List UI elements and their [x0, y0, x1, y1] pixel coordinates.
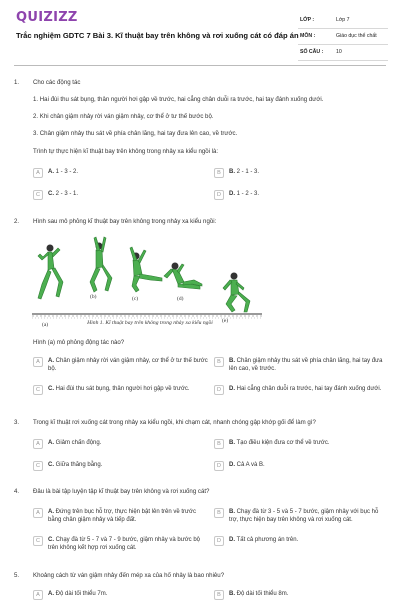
option-letter: A.	[48, 591, 54, 597]
question-1	[14, 79, 386, 209]
meta-key: MÔN :	[298, 28, 334, 44]
option-a[interactable]	[33, 590, 209, 600]
option-text: Hai cẳng chân duỗi ra trước, hai tay đánh xuống dưới.	[236, 386, 382, 392]
question-2-followup	[14, 339, 386, 409]
long-jump-figure	[32, 234, 272, 332]
option-text: 1 - 3 - 2.	[55, 169, 79, 175]
option-c[interactable]	[33, 461, 209, 475]
question-text: Cho các động tác	[33, 79, 81, 86]
figure-e-athlete	[223, 273, 250, 313]
option-text: Chân giậm nhảy thu sát về phía chân lăng, hai tay đưa lên cao, về trước.	[229, 358, 383, 372]
option-letter: A.	[48, 440, 54, 446]
figure-a-athlete	[38, 245, 63, 300]
question-text: Khoảng cách từ ván giậm nhảy đến mép xa của hố nhảy là bao nhiêu?	[33, 572, 225, 579]
option-letter: D.	[229, 462, 235, 468]
option-box[interactable]: D	[214, 385, 224, 395]
statement: 2. Khi chân giậm nhảy rời ván giậm nhảy, cơ thể ở tư thế bước bộ.	[33, 113, 214, 120]
option-d[interactable]	[214, 461, 390, 475]
option-d[interactable]	[214, 385, 390, 405]
option-a[interactable]	[33, 168, 209, 182]
option-letter: D.	[229, 537, 235, 543]
option-c[interactable]	[33, 190, 209, 204]
figure-label-a: (a)	[42, 322, 49, 328]
meta-value: 10	[334, 44, 388, 60]
option-letter: D.	[229, 386, 235, 392]
option-b[interactable]	[214, 357, 390, 377]
quizizz-logo: QUIZIZZ	[16, 10, 78, 25]
option-text: Tạo điều kiện đưa cơ thể về trước.	[236, 440, 330, 446]
meta-key: LỚP :	[298, 12, 334, 28]
figure-caption: Hình 1. Kĩ thuật bay trên không trong nhảy xa kiểu ngồi	[87, 320, 213, 326]
question-prompt: Trình tự thực hiện kĩ thuật bay trên không trong nhảy xa kiểu ngồi là:	[33, 148, 219, 155]
option-a[interactable]	[33, 357, 209, 377]
option-letter: A.	[48, 169, 54, 175]
option-letter: B.	[229, 509, 235, 515]
meta-value: Giáo dục thể chất	[334, 28, 388, 44]
figure-label-d: (d)	[177, 296, 184, 302]
question-text: Hình sau mô phỏng kĩ thuật bay trên không trong nhảy xa kiểu ngồi:	[33, 218, 217, 225]
question-number: 4.	[14, 488, 20, 495]
question-5	[14, 572, 386, 600]
option-letter: C.	[48, 537, 54, 543]
option-box[interactable]: B	[214, 590, 224, 600]
option-c[interactable]	[33, 385, 209, 405]
question-prompt: Hình (a) mô phỏng động tác nào?	[33, 339, 125, 346]
figure-b-athlete	[90, 237, 112, 292]
option-box[interactable]: D	[214, 536, 224, 546]
question-number: 3.	[14, 419, 20, 426]
option-letter: B.	[229, 440, 235, 446]
option-box[interactable]: B	[214, 508, 224, 518]
option-box[interactable]: C	[33, 190, 43, 200]
option-b[interactable]	[214, 508, 390, 528]
option-box[interactable]: A	[33, 168, 43, 178]
figure-label-c: (c)	[132, 296, 139, 302]
option-box[interactable]: C	[33, 385, 43, 395]
option-a[interactable]	[33, 439, 209, 453]
option-letter: C.	[48, 462, 54, 468]
meta-value: Lớp 7	[334, 12, 388, 28]
option-box[interactable]: C	[33, 536, 43, 546]
option-text: Chân giậm nhảy rời ván giậm nhảy, cơ thể ở tư thế bước bộ.	[48, 358, 208, 372]
option-b[interactable]	[214, 439, 390, 453]
option-text: Chạy đà từ 5 - 7 và 7 - 9 bước, giậm nhảy và bước bộ trên không kết hợp rơi xuống cát.	[48, 537, 200, 551]
question-text: Đâu là bài tập luyện tập kĩ thuật bay trên không và rơi xuống cát?	[33, 488, 210, 495]
option-box[interactable]: A	[33, 357, 43, 367]
option-text: Giữa thăng bằng.	[55, 462, 103, 468]
option-a[interactable]	[33, 508, 209, 528]
option-box[interactable]: D	[214, 461, 224, 471]
question-2	[14, 218, 386, 232]
option-b[interactable]	[214, 168, 390, 182]
option-b[interactable]	[214, 590, 390, 600]
option-text: Đứng trên bục hỗ trợ, thực hiện bật lên trên về trước bằng chân giậm nhảy và tiếp đất.	[48, 509, 196, 523]
option-letter: C.	[48, 191, 54, 197]
option-letter: A.	[48, 509, 54, 515]
question-number: 2.	[14, 218, 20, 225]
option-letter: B.	[229, 358, 235, 364]
option-d[interactable]	[214, 190, 390, 204]
option-box[interactable]: B	[214, 357, 224, 367]
option-text: Chạy đà từ 3 - 5 và 5 - 7 bước, giậm nhảy với bục hỗ trợ, thực hiện bay trên không và rơi xuống cát.	[229, 509, 379, 523]
option-letter: C.	[48, 386, 54, 392]
option-box[interactable]: A	[33, 590, 43, 600]
question-4	[14, 488, 386, 560]
option-box[interactable]: C	[33, 461, 43, 471]
option-text: Hai đùi thu sát bụng, thân người hơi gập về trước.	[55, 386, 190, 392]
option-text: 2 - 1 - 3.	[236, 169, 260, 175]
option-letter: D.	[229, 191, 235, 197]
option-d[interactable]	[214, 536, 390, 556]
document-header	[0, 0, 400, 62]
meta-key: SỐ CÂU :	[298, 44, 334, 60]
meta-row-subject	[298, 28, 388, 44]
question-number: 5.	[14, 572, 20, 579]
option-text: Độ dài tối thiểu 7m.	[55, 591, 108, 597]
option-box[interactable]: A	[33, 439, 43, 449]
figure-label-e: (e)	[222, 318, 229, 324]
option-text: Giảm chấn động.	[55, 440, 102, 446]
option-box[interactable]: B	[214, 439, 224, 449]
meta-table	[298, 12, 388, 61]
option-box[interactable]: D	[214, 190, 224, 200]
option-letter: B.	[229, 169, 235, 175]
figure-label-b: (b)	[90, 294, 97, 300]
meta-row-count	[298, 44, 388, 60]
statement: 1. Hai đùi thu sát bụng, thân người hơi gập về trước, hai cẳng chân duỗi ra trước, hai tay đánh xuống dưới.	[33, 96, 324, 103]
question-text: Trong kĩ thuật rơi xuống cát trong nhảy xa kiểu ngồi, khi chạm cát, nhanh chóng gập khớp gối để làm gì?	[33, 419, 316, 426]
option-text: Tất cả phương án trên.	[236, 537, 299, 543]
option-text: 2 - 3 - 1.	[55, 191, 79, 197]
option-box[interactable]: B	[214, 168, 224, 178]
option-box[interactable]: A	[33, 508, 43, 518]
option-text: Cả A và B.	[236, 462, 265, 468]
option-letter: A.	[48, 358, 54, 364]
header-divider	[14, 65, 386, 66]
meta-row-class	[298, 12, 388, 28]
option-letter: B.	[229, 591, 235, 597]
figure-c-athlete	[130, 247, 162, 292]
option-text: 1 - 2 - 3.	[236, 191, 260, 197]
option-c[interactable]	[33, 536, 209, 556]
question-number: 1.	[14, 79, 20, 86]
figure-d-athlete	[164, 263, 202, 290]
statement: 3. Chân giậm nhảy thu sát về phía chân lăng, hai tay đưa lên cao, về trước.	[33, 130, 238, 137]
question-3	[14, 419, 386, 479]
option-text: Độ dài tối thiểu 8m.	[236, 591, 289, 597]
document-title: Trắc nghiệm GDTC 7 Bài 3. Kĩ thuật bay trên không và rơi xuống cát có đáp án	[16, 31, 299, 40]
